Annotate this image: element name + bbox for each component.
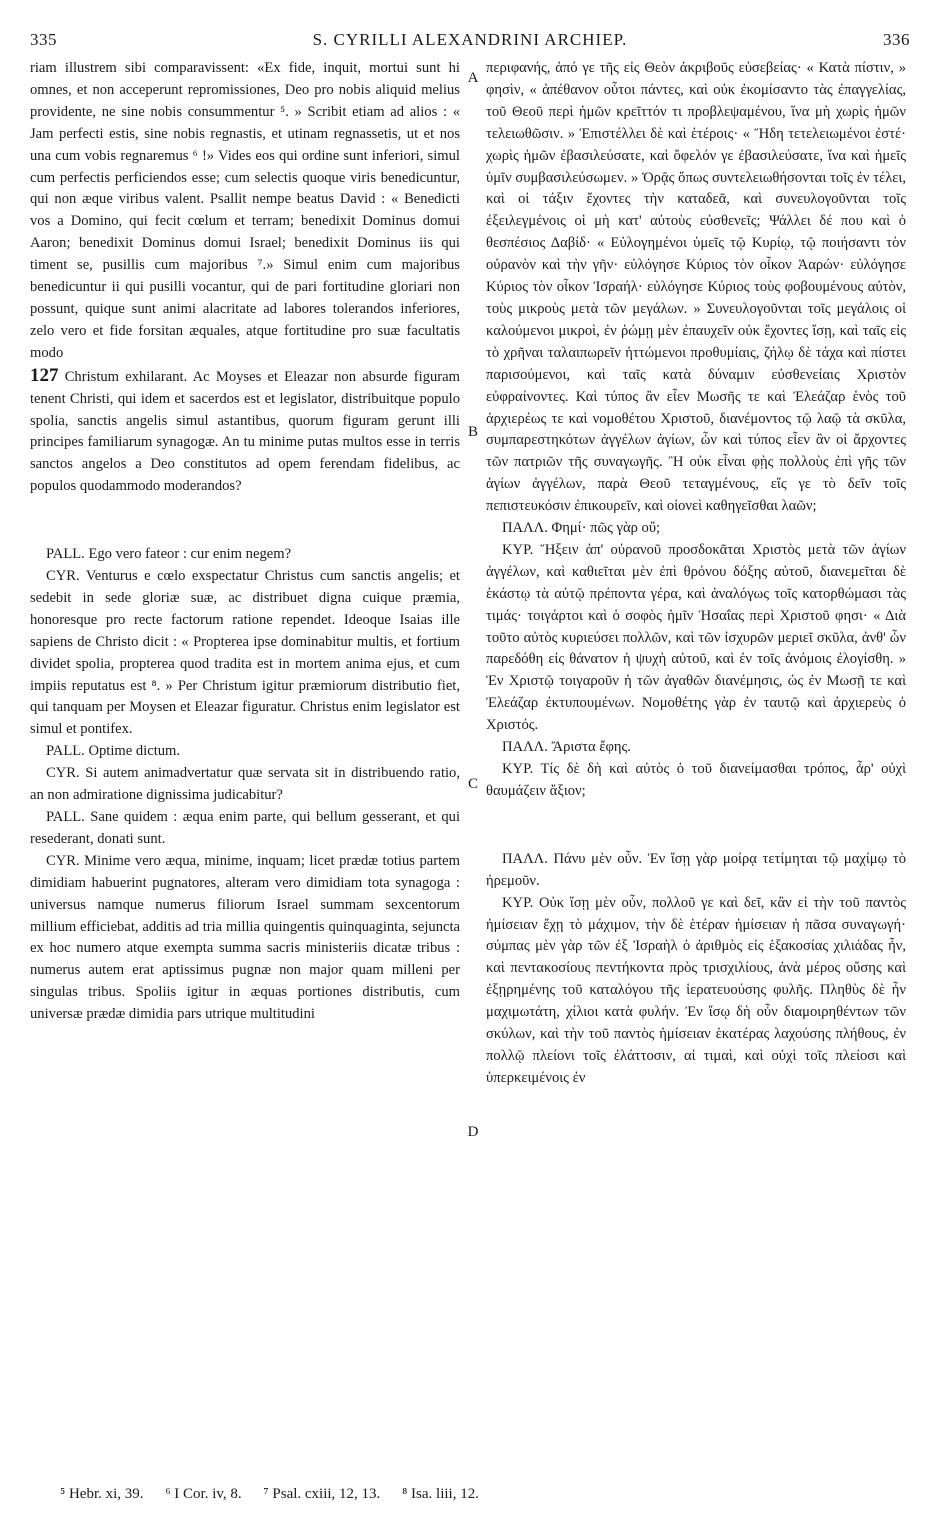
margin-marker-d: D [467, 1124, 479, 1140]
paragraph-gap [486, 803, 906, 849]
page-number-right: 336 [883, 30, 910, 49]
greek-paragraph: ΠΑΛΛ. Πάνυ μὲν οὖν. Ἐν ἴσῃ γὰρ μοίρᾳ τετίμηται τῷ μαχίμῳ τὸ ἠρεμοῦν. [486, 850, 906, 889]
running-title: S. CYRILLI ALEXANDRINI ARCHIEP. [312, 30, 628, 49]
latin-paragraph: PALL. Optime dictum. [46, 743, 181, 760]
footnote: ⁵ Hebr. xi, 39. [60, 1486, 144, 1502]
running-header [30, 30, 910, 54]
latin-paragraph-continued [30, 365, 460, 498]
paragraph-gap [30, 498, 460, 544]
latin-paragraph: CYR. Si autem animadvertatur quæ servata sit in distribuendo ratio, an non admiratione dignissima judicabitur? [30, 765, 460, 804]
greek-paragraph: ΚΥΡ. Ἥξειν ἀπ' οὐρανοῦ προσδοκᾶται Χριστὸς μετὰ τῶν ἁγίων ἀγγέλων, καὶ καθιεῖται μὲν ἐπὶ θρόνου δόξης αὐτοῦ, διανεμεῖται δὲ ἑκάστῳ τὰ αὐτῷ πρέποντα γέρα, καὶ ἀναλόγως τοῖς κατορθώμασι τὰς τιμάς· τοιγάρτοι καὶ ὁ σοφὸς ἡμῖν Ἡσαΐας περὶ Χριστοῦ φησι· « Διὰ τοῦτο αὐτὸς κυριεύσει πολλῶν, καὶ τῶν ἰσχυρῶν μεριεῖ σκῦλα, ἀνθ' ὧν παρεδόθη εἰς θάνατον ἡ ψυχὴ αὐτοῦ, καὶ ἐν τοῖς ἀνόμοις ἐλογίσθη. » Ἐν Χριστῷ τοιγαροῦν ἡ τῶν ἀγαθῶν διανέμησις, ὡς ἐν Μωσῇ τε καὶ Ἐλεάζαρ ἐκτυπουμένων. Νομοθέτης γὰρ ἐν ταυτῷ καὶ ἀρχιερεὺς ὁ Χριστός. [486, 541, 906, 734]
footnotes [60, 1484, 880, 1504]
latin-paragraph: CYR. Minime vero æqua, minime, inquam; licet prædæ totius partem dimidiam habuerint pugnatores, alteram vero dimidiam tota synagoga : universus namque numerus filiorum Israel summam sexcentorum millium efficiebat, additis ad tria millia quingentis quinquaginta, sejuncta ex hoc numero atque exempta summa sacris ministeriis dicatæ tribus : numerus autem erat aptissimus pugnæ non major quam milleni per singulas tribus. Spoliis igitur in æquas portiones distributis, cum universæ prædæ dimidia pars utrique multitudini [30, 852, 460, 1023]
greek-paragraph: ΠΑΛΛ. Ἄριστα ἔφης. [502, 739, 631, 756]
latin-paragraph-text: Christum exhilarant. Ac Moyses et Eleazar non absurde figuram tenent Christi, qui idem et sacerdos est et legislator, distribuitque populo spolia, sanctis angelis simul astantibus, quorum figuram gerunt illi principes familiarum synagogæ. An tu minime putas multos esse in terris sanctos angelos a Deo constitutos ad opem ferendam fidelibus, ac populos quodammodo moderandos? [30, 368, 460, 495]
latin-paragraph: riam illustrem sibi comparavissent: «Ex fide, inquit, mortui sunt hi omnes, et non acceperunt repromissiones, Deo pro nobis aliquid melius providente, ne sine nobis consummentur ⁵. » Scribit etiam ad alios : « Jam perfecti estis, sine nobis regnastis, et utinam regnassetis, ut et nos una cum vobis regnaremus ⁶ !» Vides eos qui ordine sunt inferiori, simul cum perfectis perficiendos esse; cum selectis quoque viris benedicuntur, qui non æque viribus valent. Psallit nempe beatus David : « Benedicti vos a Domino, qui fecit cœlum et terram; benedixit Dominus domui Aaron; benedixit Dominus domui Israel; benedixit Dominus iis qui timent se, pusillis cum majoribus ⁷.» Simul enim cum majoribus benedicuntur ii qui pusilli vocantur, qui de pari fortitudine gloriari non possunt, quique sunt animi alacritate ad labores tolerandos inferiores, zelo vero et fide forsitan æquales, atque fortitudine pro suæ facultatis modo [30, 60, 460, 361]
latin-paragraph: CYR. Venturus e cœlo exspectatur Christus cum sanctis angelis; et sedebit in sede gloriæ suæ, ac distribuet digna cuique præmia, honoresque pro recte factorum ratione rependet. Ideoque Isaias ille sapiens de Christo dicit : « Propterea ipse dominabitur multis, et fortium dividet spolia, propterea quod tradita est in mortem anima ejus, et cum impiis reputatus est ⁸. » Per Christum igitur præmiorum distributio fiet, qui tanquam per Moysen et Eleazar figuratur. Christus enim legislator est simul et pontifex. [30, 568, 460, 738]
margin-marker-a: A [467, 70, 479, 86]
margin-page-number: 127 [30, 364, 59, 386]
greek-paragraph: ΚΥΡ. Οὐκ ἴσῃ μὲν οὖν, πολλοῦ γε καὶ δεῖ, κἂν εἰ τὴν τοῦ παντὸς ἡμίσειαν ἔχῃ τὸ μάχιμον, τὴν δὲ ἑτέραν ἡμίσειαν ἡ πᾶσα συναγωγή· σύμπας μὲν γὰρ τῶν ἐξ Ἰσραὴλ ὁ ἀριθμὸς εἰς ἑξακοσίας χιλιάδας ἦν, καὶ πεντακοσίους πεντήκοντα πρὸς τρισχιλίους, ἀνὰ μέρος οὔσης καὶ ἐξῃρημένης τοῦ καταλόγου τῆς ἱερατευούσης φυλῆς. Πληθὺς δὲ ἦν μαχιμωτάτη, χίλιοι κατὰ φυλήν. Ἐν ἴσῳ δὴ οὖν διαμοιρηθέντων τῶν σκύλων, καὶ τὴν τοῦ παντὸς ἡμίσειαν ἑκατέρας λαχούσης πλήθους, ἐν πολλῷ πλείονι τοῖς ἐλάττοσιν, αἱ τιμαὶ, καὶ οὐχὶ τοῖς πλείοσι καὶ ὑπερκειμένοις ἐν [486, 894, 906, 1086]
margin-marker-c: C [467, 776, 478, 792]
footnote: ⁸ Isa. liii, 12. [402, 1486, 479, 1502]
greek-paragraph: περιφανής, ἀπό γε τῆς εἰς Θεὸν ἀκριβοῦς εὐσεβείας· « Κατὰ πίστιν, » φησὶν, « ἀπέθανον οὗτοι πάντες, καὶ οὐκ ἐκομίσαντο τὰς ἐπαγγελίας, τοῦ Θεοῦ περὶ ἡμῶν κρεῖττόν τι προβλεψαμένου, ἵνα μὴ χωρὶς ἡμῶν τελειωθῶσιν. » Ἐπιστέλλει δὲ καὶ ἑτέροις· « Ἤδη τετελειωμένοι ἐστέ· χωρὶς ἡμῶν ἐβασιλεύσατε, καὶ ὄφελόν γε ἐβασιλεύσατε, ἵνα καὶ ἡμεῖς ὑμῖν συμβασιλεύσωμεν. » Ὁρᾷς ὅπως συντελειωθήσονται τοῖς ἐν τέλει, καὶ οἱ τάξιν ἔχοντες τὴν καταδεᾶ, καὶ συνευλογοῦνται τοῖς ἐξειλεγμένοις οἱ μὴ κατ' αὐτοὺς εὐσθενεῖς; Ψάλλει δέ που καὶ ὁ θεσπέσιος Δαβίδ· « Εὐλογημένοι ὑμεῖς τῷ Κυρίῳ, τῷ ποιήσαντι τὸν οὐρανὸν καὶ τὴν γῆν· εὐλόγησε Κύριος τὸν οἶκον Ἀαρών· εὐλόγησε Κύριος τὸν οἶκον Ἰσραήλ· εὐλόγησε Κύριος τοὺς φοβουμένους αὐτὸν, τοὺς μικροὺς μετὰ τῶν μεγάλων. » Συνευλογοῦνται τοῖς μεγάλοις οἱ καλούμενοι μικροὶ, ἐν ῥώμῃ μὲν ἐπαυχεῖν οὐκ ἔχοντες ἴσῃ, καὶ ταῖς εἰς τὸ χρῆναι ταλαιπωρεῖν ἡττώμενοι προθυμίαις, ζήλῳ δὲ τάχα καὶ πίστει παρισούμενοι, καὶ ταῖς κατὰ δύναμιν εὐσθενείαις Χριστὸν εὐφραίνοντες. Καὶ τύπος ἂν εἶεν Μωσῆς τε καὶ Ἐλεάζαρ ἑνὸς τοῦ ἀρχιερέως τε καὶ νομοθέτου Χριστοῦ, διανέμοντος τῷ λαῷ τὰ σκῦλα, συμπαρεστηκότων ἀγγέλων ἁγίων, ὧν καὶ τύπος εἶεν ἂν οἱ ἄρχοντες τῶν πατριῶν τῆς συναγωγῆς. Ἢ οὐκ εἶναι φῂς πολλοὺς ἐπὶ γῆς τῶν ἁγίων ἀγγέλων, παρὰ Θεοῦ τεταγμένους, εἴς γε τὸ δεῖν τοῖς πεπιστευκόσιν ἐπικουρεῖν, καὶ οἱονεὶ καθηγεῖσθαι λαῶν; [486, 60, 906, 515]
greek-column [486, 58, 906, 1450]
greek-paragraph: ΚΥΡ. Τίς δὲ δὴ καὶ αὐτὸς ὁ τοῦ διανείμασθαι τρόπος, ἆρ' οὐχὶ θαυμάζειν ἄξιον; [486, 761, 906, 799]
page-number-left: 335 [30, 30, 57, 49]
footnote: ⁶ I Cor. iv, 8. [165, 1486, 242, 1502]
latin-paragraph: PALL. Ego vero fateor : cur enim negem? [46, 546, 292, 563]
latin-paragraph: PALL. Sane quidem : æqua enim parte, qui bellum gesserant, et qui resederant, donati sunt. [30, 809, 460, 847]
margin-marker-b: B [467, 424, 478, 440]
latin-column [30, 58, 460, 1450]
greek-paragraph: ΠΑΛΛ. Φημί· πῶς γὰρ οὔ; [502, 520, 661, 537]
footnote: ⁷ Psal. cxiii, 12, 13. [263, 1486, 381, 1502]
